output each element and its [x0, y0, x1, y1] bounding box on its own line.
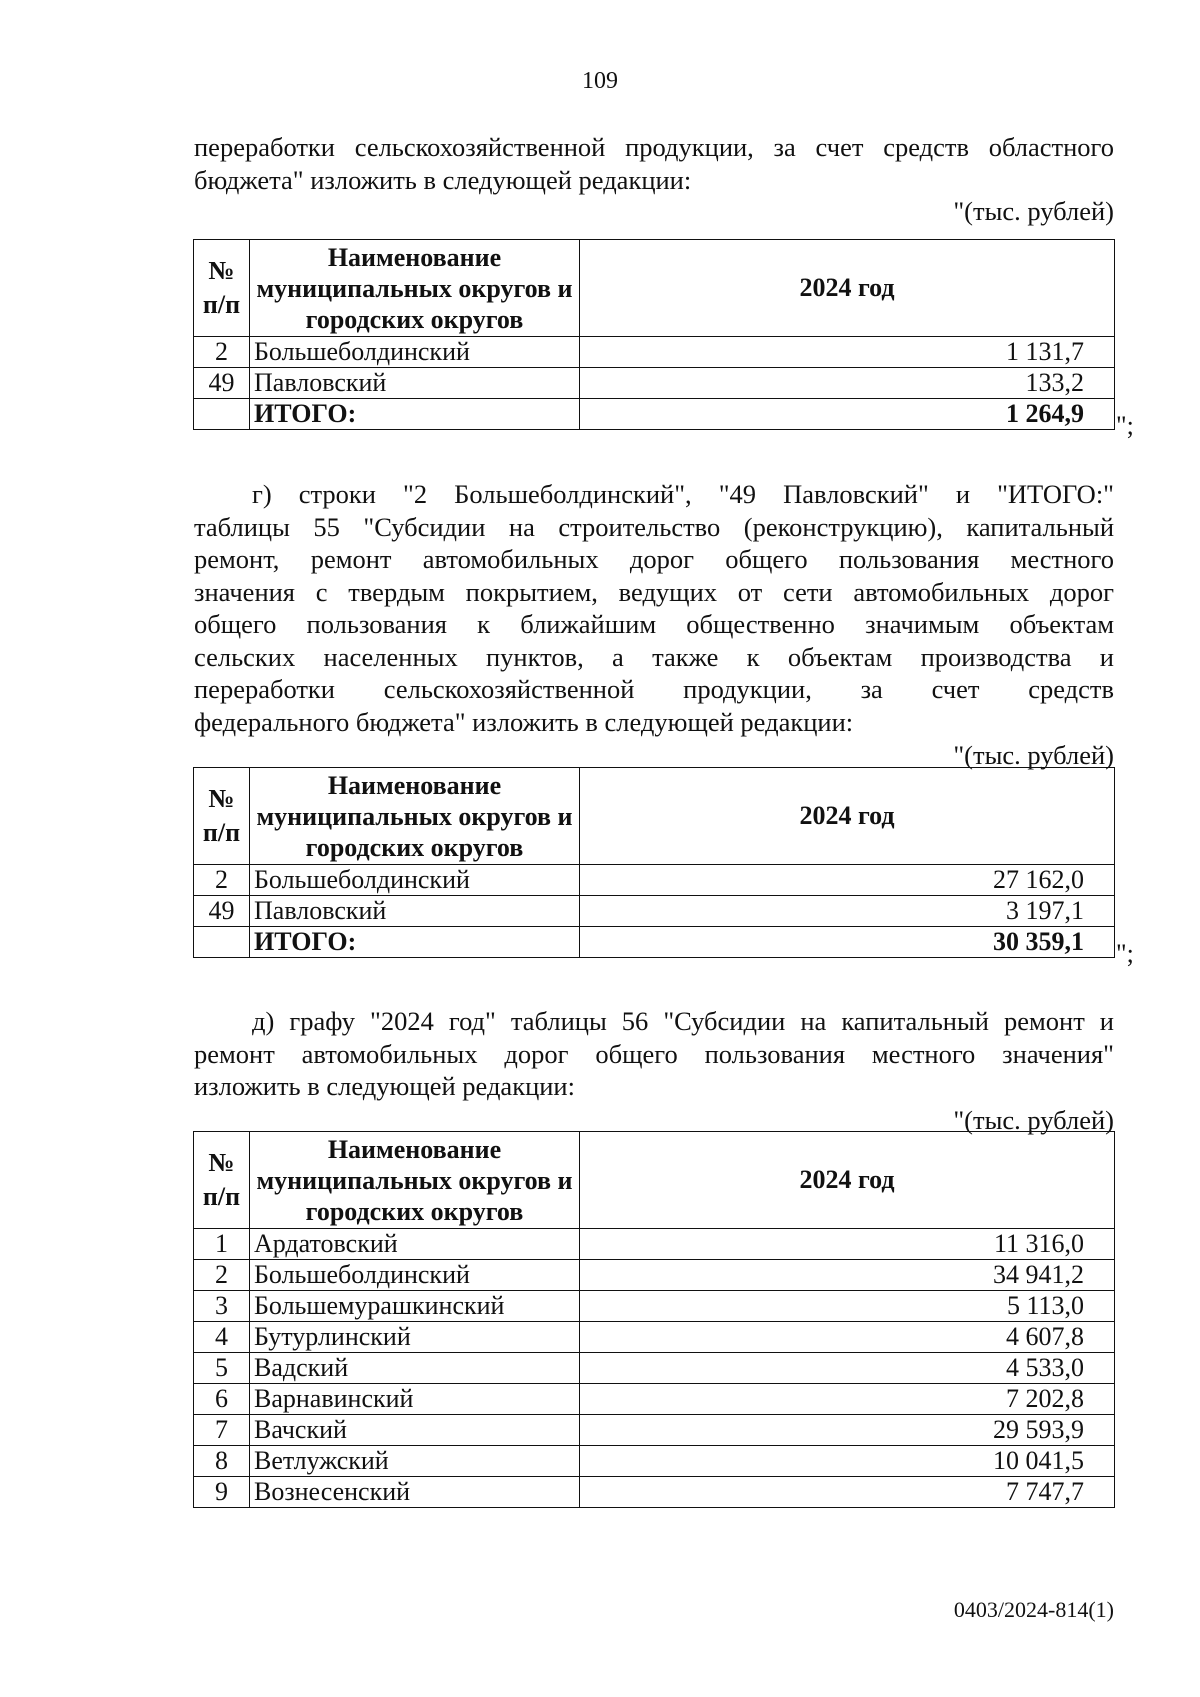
- total-value: 1 264,9: [580, 399, 1115, 430]
- row-num: 2: [194, 1260, 250, 1291]
- row-value: 10 041,5: [580, 1446, 1115, 1477]
- row-num: 4: [194, 1322, 250, 1353]
- header-num: № п/п: [194, 768, 250, 865]
- header-name: Наименование муниципальных округов и городских округов: [250, 768, 580, 865]
- unit-label: "(тыс. рублей): [953, 740, 1114, 770]
- row-name: Павловский: [250, 368, 580, 399]
- table-header-row: [194, 240, 1115, 337]
- paragraph-line: сельских населенных пунктов, а также к объектам производства и: [194, 641, 1114, 672]
- row-name: Большемурашкинский: [250, 1291, 580, 1322]
- table-row: [194, 368, 1115, 399]
- row-value: 4 607,8: [580, 1322, 1115, 1353]
- row-name: Бутурлинский: [250, 1322, 580, 1353]
- row-num: 6: [194, 1384, 250, 1415]
- unit-label: "(тыс. рублей): [953, 1105, 1114, 1135]
- header-num: № п/п: [194, 240, 250, 337]
- total-value: 30 359,1: [580, 927, 1115, 958]
- header-year: 2024 год: [580, 240, 1115, 337]
- table-row: [194, 896, 1115, 927]
- row-name: Вачский: [250, 1415, 580, 1446]
- table-header-row: [194, 768, 1115, 865]
- intro-line: бюджета" изложить в следующей редакции:: [194, 164, 692, 195]
- row-num: 49: [194, 896, 250, 927]
- table-row: [194, 337, 1115, 368]
- row-name: Большеболдинский: [250, 337, 580, 368]
- row-name: Вознесенский: [250, 1477, 580, 1508]
- header-year: 2024 год: [580, 768, 1115, 865]
- table-total-row: [194, 399, 1115, 430]
- table-row: [194, 865, 1115, 896]
- table-row: [194, 1415, 1115, 1446]
- table-row: [194, 1229, 1115, 1260]
- row-num: 3: [194, 1291, 250, 1322]
- row-value: 7 747,7: [580, 1477, 1115, 1508]
- total-num-empty: [194, 927, 250, 958]
- subsidy-table-1: [193, 239, 1115, 430]
- paragraph-line: таблицы 55 "Субсидии на строительство (реконструкцию), капитальный: [194, 511, 1114, 542]
- table-row: [194, 1291, 1115, 1322]
- row-value: 34 941,2: [580, 1260, 1115, 1291]
- document-code: 0403/2024-814(1): [953, 1597, 1114, 1622]
- table-row: [194, 1477, 1115, 1508]
- table-row: [194, 1353, 1115, 1384]
- table-row: [194, 1384, 1115, 1415]
- header-name: Наименование муниципальных округов и городских округов: [250, 240, 580, 337]
- row-name: Павловский: [250, 896, 580, 927]
- row-name: Ардатовский: [250, 1229, 580, 1260]
- row-value: 1 131,7: [580, 337, 1115, 368]
- table-total-row: [194, 927, 1115, 958]
- row-num: 5: [194, 1353, 250, 1384]
- header-num: № п/п: [194, 1132, 250, 1229]
- paragraph-line: ремонт, ремонт автомобильных дорог общего пользования местного: [194, 544, 1114, 574]
- row-num: 7: [194, 1415, 250, 1446]
- row-value: 7 202,8: [580, 1384, 1115, 1415]
- total-label: ИТОГО:: [250, 399, 580, 430]
- subsidy-table-3: [193, 1131, 1115, 1508]
- paragraph-g: [194, 478, 1114, 738]
- row-num: 8: [194, 1446, 250, 1477]
- paragraph-line: ремонт автомобильных дорог общего пользования местного значения": [194, 1038, 1114, 1069]
- row-num: 2: [194, 865, 250, 896]
- intro-line: переработки сельскохозяйственной продукции, за счет средств областного: [194, 132, 1114, 162]
- row-num: 9: [194, 1477, 250, 1508]
- row-name: Варнавинский: [250, 1384, 580, 1415]
- row-name: Вадский: [250, 1353, 580, 1384]
- paragraph-line: федерального бюджета" изложить в следующей редакции:: [194, 706, 854, 737]
- intro-paragraph: [194, 131, 1114, 196]
- subsidy-table-2: [193, 767, 1115, 958]
- paragraph-line: г) строки "2 Большеболдинский", "49 Павловский" и "ИТОГО:": [252, 479, 1114, 509]
- total-label: ИТОГО:: [250, 927, 580, 958]
- row-name: Ветлужский: [250, 1446, 580, 1477]
- row-num: 49: [194, 368, 250, 399]
- table-header-row: [194, 1132, 1115, 1229]
- row-value: 3 197,1: [580, 896, 1115, 927]
- closing-mark: ";: [1116, 411, 1134, 440]
- row-name: Большеболдинский: [250, 865, 580, 896]
- row-value: 27 162,0: [580, 865, 1115, 896]
- paragraph-line: изложить в следующей редакции:: [194, 1071, 575, 1101]
- paragraph-line: переработки сельскохозяйственной продукции, за счет средств: [194, 674, 1114, 704]
- table-row: [194, 1446, 1115, 1477]
- paragraph-line: д) графу "2024 год" таблицы 56 "Субсидии на капитальный ремонт и: [252, 1006, 1114, 1036]
- row-value: 11 316,0: [580, 1229, 1115, 1260]
- paragraph-d: [194, 1005, 1114, 1103]
- header-name: Наименование муниципальных округов и городских округов: [250, 1132, 580, 1229]
- total-num-empty: [194, 399, 250, 430]
- row-name: Большеболдинский: [250, 1260, 580, 1291]
- table-row: [194, 1260, 1115, 1291]
- unit-label: "(тыс. рублей): [953, 196, 1114, 226]
- row-num: 2: [194, 337, 250, 368]
- row-num: 1: [194, 1229, 250, 1260]
- row-value: 5 113,0: [580, 1291, 1115, 1322]
- table-row: [194, 1322, 1115, 1353]
- row-value: 133,2: [580, 368, 1115, 399]
- paragraph-line: значения с твердым покрытием, ведущих от сети автомобильных дорог: [194, 576, 1114, 607]
- row-value: 4 533,0: [580, 1353, 1115, 1384]
- closing-mark: ";: [1116, 939, 1134, 968]
- header-year: 2024 год: [580, 1132, 1115, 1229]
- paragraph-line: общего пользования к ближайшим общественно значимым объектам: [194, 609, 1114, 639]
- page-number: 109: [582, 68, 618, 94]
- row-value: 29 593,9: [580, 1415, 1115, 1446]
